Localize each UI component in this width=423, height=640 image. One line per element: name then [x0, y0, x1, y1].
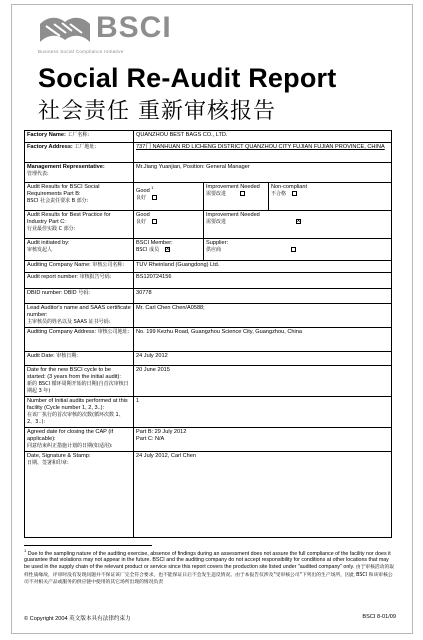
- noncompliant-checkbox[interactable]: [292, 191, 297, 196]
- label-cell: Auditing Company Address: 审核公司地址:: [25, 328, 134, 352]
- row-results-part-b: [25, 183, 392, 211]
- initial-audits-value: 1: [134, 397, 392, 428]
- label-cell: Agreed date for closing the CAP (if applicable): 同意结束纠正措施计划的日期(如适用):: [25, 428, 134, 452]
- label-cell: Audit report number: 审核报告号码:: [25, 273, 134, 289]
- auditing-company-value: TUV Rheinland (Guangdong) Ltd.: [134, 261, 392, 273]
- option-noncompliant: Non-compliant 不合格: [269, 183, 392, 211]
- management-rep-value: Mr.Jiang Yuanjian, Position: General Manager: [134, 163, 392, 183]
- row-company-address: [25, 328, 392, 352]
- row-cap-date: [25, 428, 392, 452]
- option-bsci-member: BSCI Member: BSCI 成员×: [134, 239, 204, 261]
- row-factory-name: [25, 131, 392, 143]
- footnote-text-cn: 由于审核活动的取样性质缘故，评审时没有发现问题并不保证该厂完全符合要求，也不能保证日后不会发生违反情况。由于本报告仅涉及"受审核公司"下列出的生产场所，因此 BSCI 和该审核公司不对相关产品或服务的供应链中使用的其它场所出现的情况负责: [24, 564, 395, 586]
- footnote-divider: [24, 545, 152, 546]
- option-good: Good $^1$ 良好: [134, 183, 204, 211]
- company-address-value: No. 199 Kezhu Road, Guangzhou Science City, Guangzhou, China: [134, 328, 392, 352]
- audit-date-value: 24 July 2012: [134, 352, 392, 366]
- bsci-member-checkbox-checked[interactable]: [165, 247, 170, 252]
- label-cell: Management Representative: 管理代表:: [25, 163, 134, 183]
- factory-name-value: QUANZHOU BEST BAGS CO., LTD.: [134, 131, 392, 143]
- audit-summary-table: [24, 130, 392, 538]
- label-cell: Date for the new BSCI cycle to be started: (3 years from the initial audit): 新的 BSCI 循环周期开始的日期(自首次审核日期起 3 年): [25, 366, 134, 397]
- label-cell: DBID number: DBID 号码:: [25, 289, 134, 304]
- label-cell: Audit Date: 审核日期:: [25, 352, 134, 366]
- label-cell: Auditing Company Name: 审核公司名称:: [25, 261, 134, 273]
- logo-subtitle: Business Social Compliance Initiative: [38, 49, 124, 54]
- cycle-start-value: 20 June 2015: [134, 366, 392, 397]
- row-results-part-c: [25, 211, 392, 239]
- logo-wordmark: BSCI: [96, 11, 172, 44]
- row-signature: [25, 452, 392, 538]
- row-audit-date: [25, 352, 392, 366]
- cap-date-value: Part B: 29 July 2012 Part C: N/A: [134, 428, 392, 452]
- copyright-text: © Copyright 2004 英文版本具有法律约束力: [24, 616, 131, 622]
- good-checkbox[interactable]: [152, 195, 157, 200]
- label-cell: Factory Name: 工厂名称:: [25, 131, 134, 143]
- improvement-checkbox[interactable]: [240, 191, 245, 196]
- report-title-cn: 社会责任 重新审核报告: [38, 99, 276, 124]
- factory-address-value: 737门 NANHUAN RD LICHENG DISTRICT QUANZHOU CITY FUJIAN FUJIAN PROVINCE, CHINA: [134, 143, 392, 163]
- bsci-logo: [38, 11, 198, 58]
- report-number-value: BS120724156: [134, 273, 392, 289]
- row-initiated-by: [25, 239, 392, 261]
- option-improvement: Improvement Needed 需要改进: [204, 183, 269, 211]
- page-footer: [24, 614, 396, 624]
- label-cell: Number of Initial audits performed at this facility (Cycle number 1, 2, 3..): 在该厂执行的首次审核的次数(循环次数 1、2、3..):: [25, 397, 134, 428]
- row-dbid: [25, 289, 392, 304]
- row-cycle-start: [25, 366, 392, 397]
- label-cell: Audit Results for Best Practice for Industry Part C: 行业最佳实践 C 部分:: [25, 211, 134, 239]
- good-checkbox[interactable]: [152, 219, 157, 224]
- row-lead-auditor: [25, 304, 392, 328]
- row-management-rep: [25, 163, 392, 183]
- document-code: BSCI 8-01/09: [362, 614, 396, 620]
- label-cell: Audit Results for BSCI Social Requirements Part B: BSCI 社会责任要求 B 部分:: [25, 183, 134, 211]
- option-improvement: Improvement Needed 需要改进×: [204, 211, 392, 239]
- row-factory-address: [25, 143, 392, 163]
- row-report-number: [25, 273, 392, 289]
- label-cell: Date, Signature & Stamp: 日期、签署和印章:: [25, 452, 134, 538]
- supplier-checkbox[interactable]: [291, 247, 296, 252]
- option-supplier: Supplier: 供应商: [204, 239, 392, 261]
- signature-value: 24 July 2012, Carl Chen: [134, 452, 392, 538]
- report-title-en: Social Re-Audit Report: [38, 63, 337, 93]
- handshake-logo-icon: [38, 14, 92, 48]
- improvement-checkbox-checked[interactable]: [296, 219, 301, 224]
- row-initial-audits: [25, 397, 392, 428]
- footnote: [24, 548, 396, 587]
- footnote-marker: 1: [24, 548, 27, 553]
- lead-auditor-value: Mr. Carl Chen Chen/A0588;: [134, 304, 392, 328]
- option-good: Good 良好: [134, 211, 204, 239]
- footnote-text-en: Due to the sampling nature of the auditing exercise, absence of findings during an assessment does not assure the full compliance of the facility nor does it guarantee that violations may not appear in the future. BSCI and the auditing company do not accept responsibility for conditions at other locations that may be used in the supply chain of the relevant product or service since this report covers the production site listed under "audited company" only.: [24, 550, 391, 570]
- label-cell: Factory Address: 工厂地址:: [25, 143, 134, 163]
- dbid-value: 30778: [134, 289, 392, 304]
- row-auditing-company: [25, 261, 392, 273]
- label-cell: Audit initiated by: 审核发起人: [25, 239, 134, 261]
- label-cell: Lead Auditor's name and SAAS certificate number: 主审核员的姓名以及 SAAS 证书号码:: [25, 304, 134, 328]
